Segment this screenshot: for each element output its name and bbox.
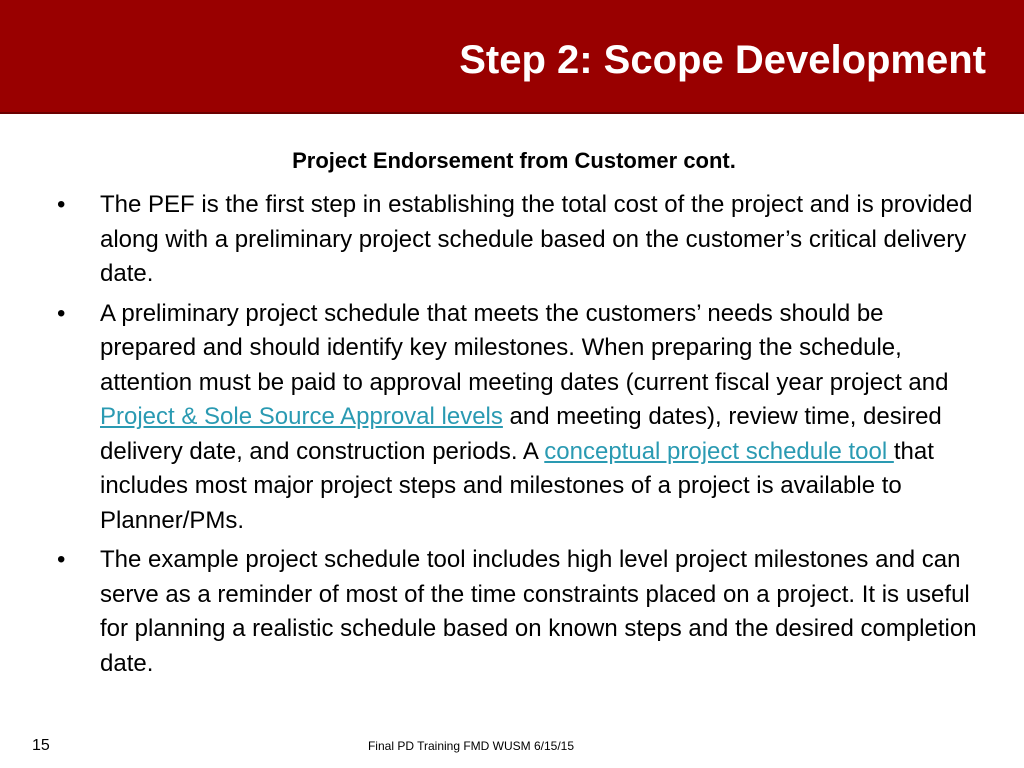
bullet-text: A preliminary project schedule that meets the customers’ needs should be prepared and should identify key milestones. When preparing the schedule, attention must be paid to approval meeting dates (current fiscal year project and bbox=[100, 299, 949, 396]
bullet-text: The PEF is the first step in establishing the total cost of the project and is provided along with a preliminary project schedule based on the customer’s critical delivery date. bbox=[100, 191, 973, 287]
bullet-icon: • bbox=[57, 299, 66, 327]
subtitle-text: Project Endorsement from Customer cont. bbox=[292, 148, 736, 173]
title-bar bbox=[0, 0, 1024, 114]
approval-levels-link[interactable]: Project & Sole Source Approval levels bbox=[100, 403, 503, 430]
bullet-item-pef bbox=[57, 188, 977, 292]
bullet-text: and meeting dates), review time, desired delivery date, and construction periods. A bbox=[100, 403, 942, 465]
bullet-text: that includes most major project steps and milestones of a project is available to Planner/PMs. bbox=[100, 437, 934, 534]
page-number: 15 bbox=[32, 737, 50, 754]
bullet-item-schedule bbox=[57, 297, 977, 539]
bullet-icon: • bbox=[57, 191, 66, 218]
bullet-text: The example project schedule tool includes high level project milestones and can serve as a reminder of most of the time constraints placed on a project. It is useful for planning a realistic schedule based on known steps and the desired completion date. bbox=[100, 546, 977, 677]
bullet-list bbox=[57, 188, 977, 686]
bullet-icon: • bbox=[57, 546, 66, 573]
bullet-item-example-tool bbox=[57, 543, 977, 681]
slide-subtitle bbox=[0, 148, 1024, 174]
schedule-tool-link[interactable]: conceptual project schedule tool bbox=[544, 437, 894, 465]
footer-text: Final PD Training FMD WUSM 6/15/15 bbox=[367, 739, 575, 753]
slide-title: Step 2: Scope Development bbox=[459, 38, 986, 82]
